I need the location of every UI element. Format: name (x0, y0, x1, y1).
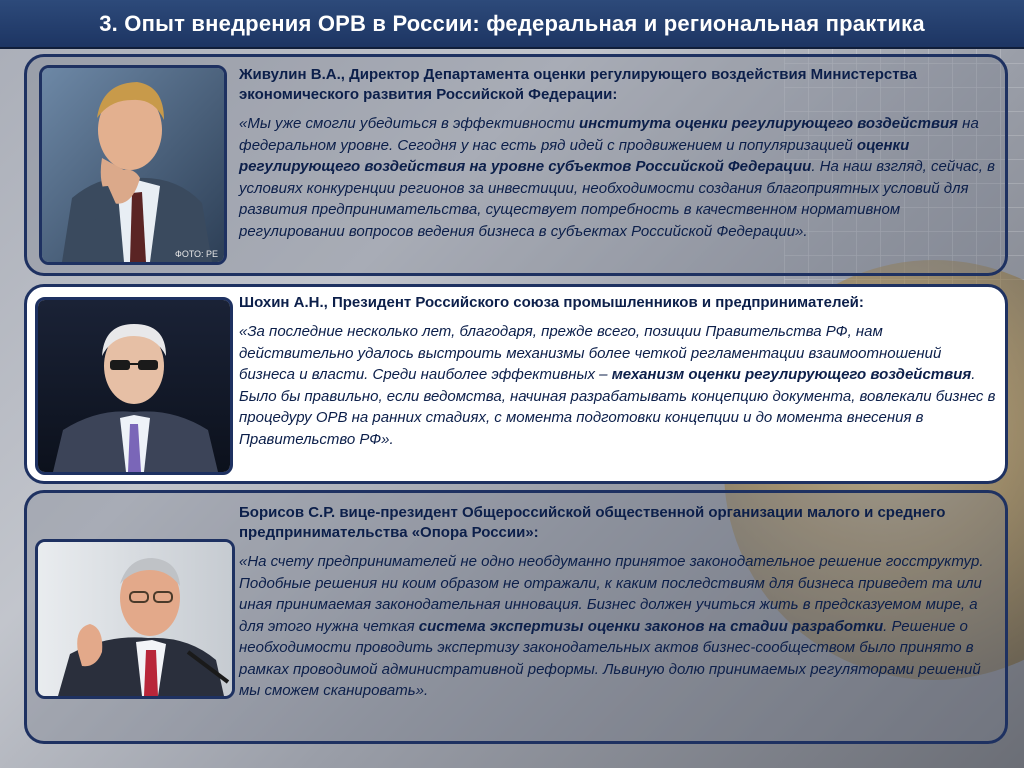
speaker-photo-borisov (35, 539, 235, 699)
speaker-heading: Борисов С.Р. вице-президент Общероссийской общественной организации малого и среднего предпринимательства «Опора России»: (239, 504, 946, 541)
quote-emphasis: института оценки регулирующего воздействия (578, 115, 959, 132)
title-bar (0, 0, 1024, 49)
speaker-panel-zhivulin (24, 54, 1008, 276)
speaker-photo-shokhin (35, 297, 233, 475)
slide-title: 3. Опыт внедрения ОРВ в России: федеральная и региональная практика (99, 10, 925, 36)
speaker-panel-shokhin (24, 284, 1008, 484)
photo-caption: ФОТО: РЕ (175, 249, 218, 259)
speaker-panel-borisov (24, 490, 1008, 744)
quote-segment: «На счету предпринимателей не одно необдуманно принятое законодательное решение госструктур. Подобные решения ни коим образом не отражали, к каким последствиям для бизнеса приведет та или иная принимаемая законодательная инновация. Бизнес должен учиться жить в предсказуемом мире, а для этого нужна четкая (239, 553, 984, 635)
speaker-text-shokhin (239, 293, 997, 450)
speaker-heading: Шохин А.Н., Президент Российского союза промышленников и предпринимателей: (239, 294, 864, 311)
quote-segment: . Было бы правильно, если ведомства, начиная разрабатывать концепцию документа, вовлекали бизнес в процедуру ОРВ на ранних стадиях, с момента подготовки концепции и до момента внесения в Правительство РФ». (239, 366, 996, 448)
quote-segment: . Решение о необходимости проводить экспертизу законодательных актов бизнес-сообществом было принято в рамках проводимой административной реформы. Львиную долю принимаемых регуляторами решений мы сможем сканировать». (239, 617, 981, 699)
speaker-photo-zhivulin (39, 65, 227, 265)
quote-emphasis: система экспертизы оценки законов на стадии разработки (418, 617, 884, 635)
quote-emphasis: оценки регулирующего воздействия на уровне субъектов Российской Федерации (239, 136, 910, 175)
speaker-text-borisov (239, 503, 997, 702)
quote-segment: на федеральном уровне. Сегодня у нас есть ряд идей с продвижением и популяризацией (239, 115, 979, 154)
quote-emphasis: механизм оценки регулирующего воздействия (611, 366, 972, 383)
quote-segment: «Мы уже смогли убедиться в эффективности (239, 115, 579, 132)
quote-segment: . На наш взгляд, сейчас, в условиях конкуренции регионов за инвестиции, необходимости создания благоприятных условий для развития предпринимательства, существует потребность в качественном нормативном регулировании вопросов ведения бизнеса в субъектах Российской Федерации». (239, 158, 995, 240)
speaker-text-zhivulin (239, 65, 997, 242)
speaker-quote (239, 321, 997, 450)
quote-segment: «За последние несколько лет, благодаря, прежде всего, позиции Правительства РФ, нам действительно удалось выстроить механизмы более четкой регламентации взаимоотношений бизнеса и власти. Среди наиболее эффективных – (239, 323, 942, 383)
speaker-quote (239, 551, 997, 702)
speaker-quote (239, 113, 997, 242)
speaker-heading: Живулин В.А., Директор Департамента оценки регулирующего воздействия Министерства экономического развития Российской Федерации: (239, 66, 917, 103)
